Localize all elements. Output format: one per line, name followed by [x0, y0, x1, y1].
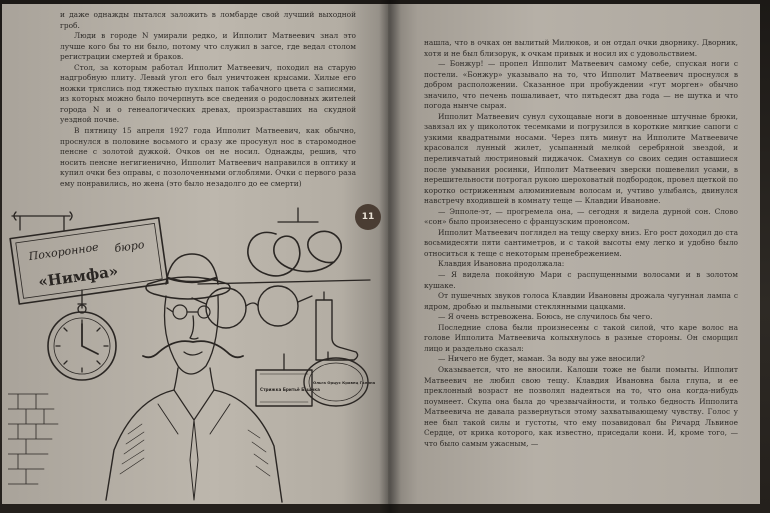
sign-line-1: Похоронное	[27, 240, 100, 264]
page-number-badge	[355, 204, 381, 230]
right-paragraph: — Эпполе-эт, — прогремела она, — сегодня я видела дурной сон. Слово «сон» было произнесено с французским прононсом.	[424, 206, 738, 227]
left-paragraph: и даже однажды пытался заложить в ломбарде свой лучший выходной гроб.	[60, 10, 356, 30]
right-paragraph: — Ничего не будет, маман. За воду вы уже вносили?	[438, 354, 645, 364]
illustration	[8, 204, 380, 504]
right-paragraph: Оказывается, что не вносили. Калоши тоже не были помыты. Ипполит Матвеевич не любил свою тещу. Клавдия Ивановна была глупа, и ее преклонный возраст не позволял надеяться на то, что она когда-нибудь поумнеет. Скупа она была до чрезвычайности, и только бедность Ипполита Матвеевича не давала развернуться этому захватывающему чувству. Голос у нее был такой силы и густоты, что ему позавидовал бы Ричард Львиное Сердце, от крика которого, как известно, приседали кони. И, кроме того, — что было самым ужасным, —	[424, 364, 738, 448]
right-paragraph: нашла, что в очках он вылитый Милюков, и он отдал очки дворнику. Дворник, хотя и не был близорук, к очкам привык и носил их с удовольствием.	[424, 38, 738, 58]
sign-line-2: бюро	[113, 238, 146, 256]
right-page	[388, 4, 760, 504]
left-page	[2, 4, 388, 504]
right-paragraph: Клавдия Ивановна продолжала:	[438, 259, 565, 269]
right-paragraph: Последние слова были произнесены с такой силой, что каре волос на голове Ипполита Матвеевича колыхнулось в разные стороны. Он сморщил лицо и раздельно сказал:	[424, 322, 738, 353]
right-paragraph: — Я очень встревожена. Боюсь, не случилось бы чего.	[438, 312, 653, 322]
left-paragraph: Люди в городе N умирали редко, и Ипполит Матвеевич знал это лучше кого бы то ни было, потому что служил в загсе, где ведал столом регистрации смертей и браков.	[60, 31, 356, 62]
oval-sign-text: Ольга Орцус Кравец Галина	[313, 380, 376, 385]
right-paragraph: От пушечных звуков голоса Клавдии Ивановны дрожала чугунная лампа с ядром, дробью и пыльными стеклянными цацками.	[424, 291, 738, 311]
right-paragraph: — Я видела покойную Мари с распущенными волосами и в золотом кушаке.	[424, 270, 738, 290]
left-paragraph: В пятницу 15 апреля 1927 года Ипполит Матвеевич, как обычно, проснулся в половине восьмого и сразу же просунул нос в старомодное пенсне с золотой дужкой. Очков он не носил. Однажды, решив, что носить пенсне негигиенично, Ипполит Матвеевич направился в оптику и купил очки без оправы, с позолоченными оглоблями. Очки с первого раза ему понравились, но жена (это было незадолго до ее смерти)	[60, 126, 356, 188]
right-paragraph: Ипполит Матвеевич сунул сухощавые ноги в довоенные штучные брюки, завязал их у щиколоток тесемками и погрузился в короткие мягкие сапоги с узкими квадратными носами. Через пять минут на Ипполите Матвеевиче красовался лунный жилет, усыпанный мелкой серебряной звездой, и переливчатый люстриновый пиджачок. Смахнув со своих седин оставшиеся после умывания росинки, Ипполит Матвеевич зверски пошевелил усами, в нерешительности потрогал рукою шероховатый подбородок, провел щеткой по коротко остриженным алюминиевым волосам и, учтиво улыбаясь, двинулся навстречу входившей в комнату теще — Клавдии Ивановне.	[424, 111, 738, 206]
left-page-text	[60, 10, 356, 189]
sign-line-3: «Нимфа»	[37, 262, 120, 292]
page-number: 11	[361, 212, 375, 222]
right-paragraph: — Бонжур! — пропел Ипполит Матвеевич самому себе, спуская ноги с постели. «Бонжур» указывало на то, что Ипполит Матвеевич проснулся в добром расположении. Сказанное при пробуждении «гут морген» обычно значило, что печень пошаливает, что пятьдесят два года — не шутка и что погода нынче сырая.	[424, 59, 738, 111]
book-gutter	[379, 0, 401, 513]
right-paragraph: Ипполит Матвеевич поглядел на тещу сверху вниз. Его рост доходил до ста восьмидесяти пяти сантиметров, и с такой высоты ему легко и удобно было относиться к теще с некоторым пренебрежением.	[424, 227, 738, 258]
barber-sign-text: Стрижка Бритьё Бзшика	[260, 387, 320, 392]
right-page-text	[424, 38, 738, 449]
left-paragraph: Стол, за которым работал Ипполит Матвеевич, походил на старую надгробную плиту. Левый угол его был уничтожен крысами. Хилые его ножки тряслись под тяжестью пухлых папок табачного цвета с записями, из которых можно было почерпнуть все сведения о родословных жителей города N и о генеалогических древах, произраставших на скудной уездной почве.	[60, 62, 356, 125]
